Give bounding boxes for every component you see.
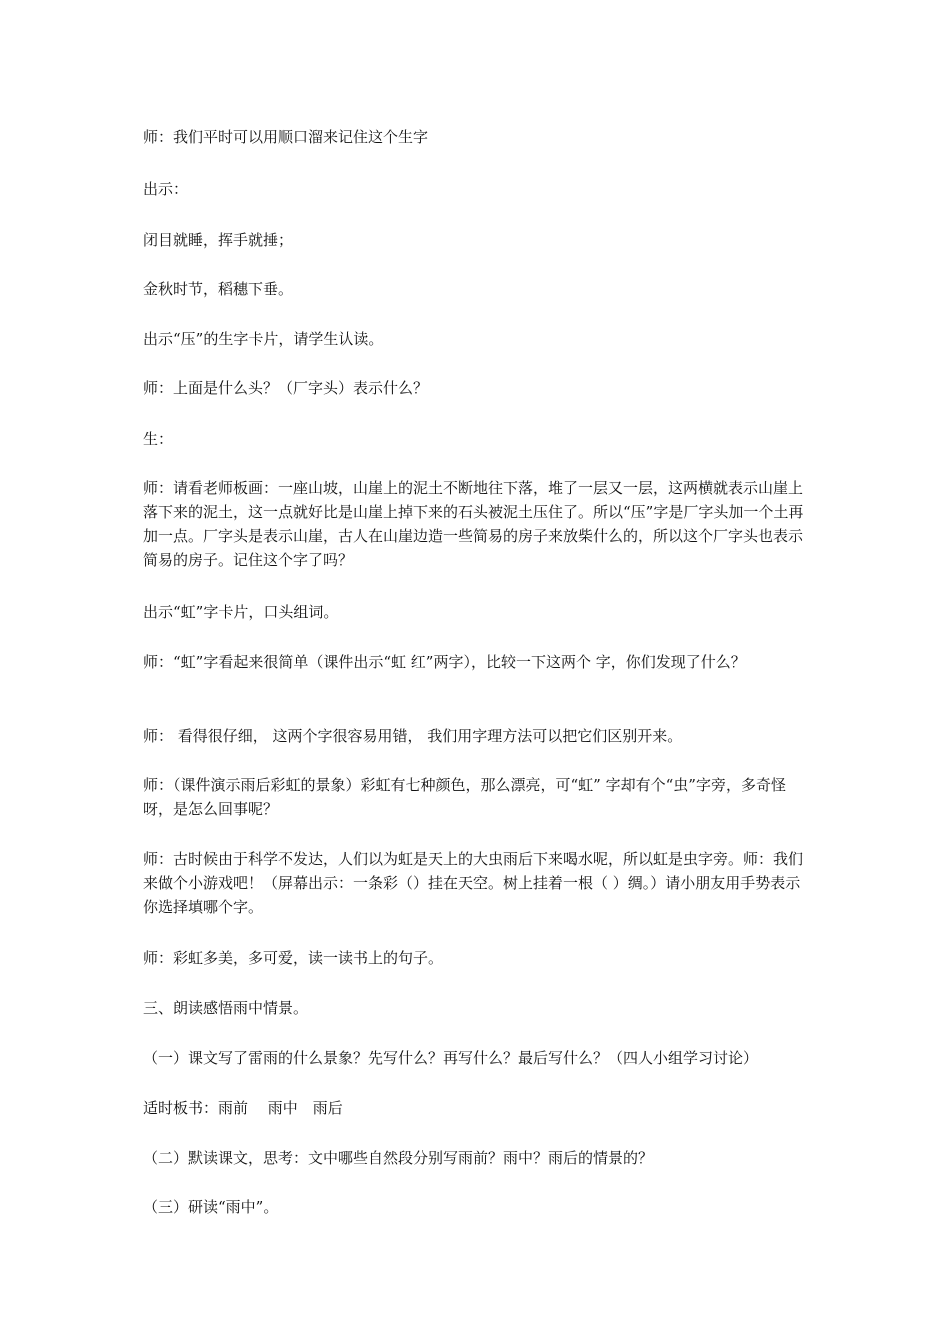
paragraph-4: 金秋时节，稻穗下垂。 <box>143 280 294 298</box>
paragraph-14: 师：彩虹多美，多可爱，读一读书上的句子。 <box>143 949 444 967</box>
paragraph-18: （二）默读课文，思考：文中哪些自然段分别写雨前？雨中？雨后的情景的？ <box>143 1149 654 1167</box>
paragraph-17: 适时板书：雨前 雨中 雨后 <box>143 1099 343 1117</box>
paragraph-2: 出示： <box>143 180 189 198</box>
paragraph-11: 师： 看得很仔细， 这两个字很容易用错， 我们用字理方法可以把它们区别开来。 <box>143 727 683 745</box>
paragraph-10: 师：“虹”字看起来很简单（课件出示“虹 红”两字），比较一下这两个 字，你们发现了什么？ <box>143 653 746 671</box>
paragraph-7: 生： <box>143 430 174 448</box>
paragraph-15: 三、朗读感悟雨中情景。 <box>143 999 309 1017</box>
paragraph-13: 师：古时候由于科学不发达，人们以为虹是天上的大虫雨后下来喝水呢，所以虹是虫字旁。师：我们来做个小游戏吧！（屏幕出示：一条彩（）挂在天空。树上挂着一根（ ）绸。）请小朋友用手势表示你选择填哪个字。 <box>143 850 804 916</box>
paragraph-9: 出示“虹”字卡片，口头组词。 <box>143 603 339 621</box>
paragraph-1: 师：我们平时可以用顺口溜来记住这个生字 <box>143 128 429 146</box>
paragraph-5: 出示“压”的生字卡片，请学生认读。 <box>143 330 384 348</box>
paragraph-19: （三）研读“雨中”。 <box>143 1198 279 1216</box>
paragraph-8: 师：请看老师板画：一座山坡，山崖上的泥土不断地往下落，堆了一层又一层，这两横就表示山崖上落下来的泥土，这一点就好比是山崖上掉下来的石头被泥土压住了。所以“压”字是厂字头加一个土再加一点。厂字头是表示山崖，古人在山崖边造一些简易的房子来放柴什么的，所以这个厂字头也表示简易的房子。记住这个字了吗？ <box>143 479 804 569</box>
paragraph-3: 闭目就睡，挥手就捶； <box>143 231 294 249</box>
paragraph-16: （一）课文写了雷雨的什么景象？先写什么？再写什么？最后写什么？（四人小组学习讨论） <box>143 1049 759 1067</box>
paragraph-12: 师：（课件演示雨后彩虹的景象）彩虹有七种颜色，那么漂亮，可“虹” 字却有个“虫”字旁，多奇怪呀，是怎么回事呢？ <box>143 776 786 818</box>
paragraph-6: 师：上面是什么头？（厂字头）表示什么？ <box>143 379 429 397</box>
